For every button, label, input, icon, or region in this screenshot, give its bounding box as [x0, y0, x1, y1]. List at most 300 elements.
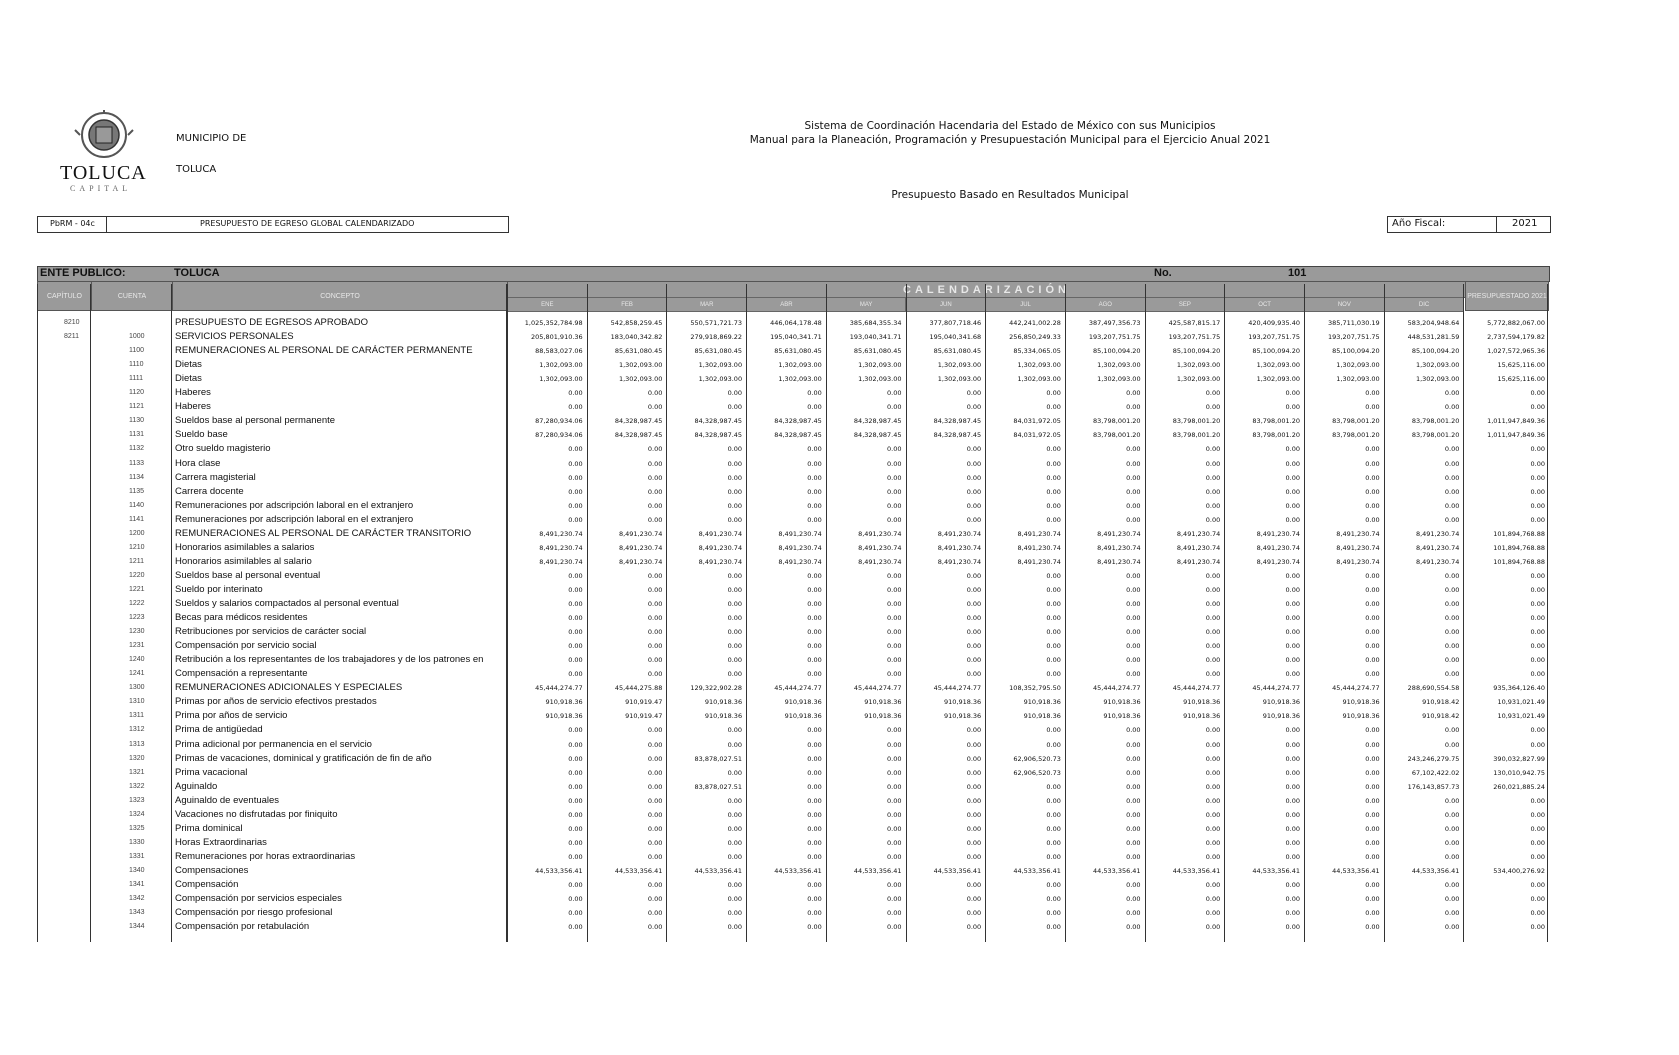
cell-feb: 8,491,230.74 [618, 557, 663, 566]
table-row [0, 485, 1679, 499]
cell-mar: 1,302,093.00 [698, 375, 743, 384]
cell-jun: 910,918.36 [943, 698, 982, 707]
table-row [0, 583, 1679, 597]
cell-ago: 0.00 [1126, 740, 1141, 749]
cell-ago: 0.00 [1126, 459, 1141, 468]
cell-sep: 85,100,094.20 [1172, 347, 1221, 356]
cell-jun: 0.00 [966, 585, 982, 594]
cell-ago: 0.00 [1126, 726, 1141, 735]
cell-ago: 0.00 [1126, 923, 1141, 932]
cell-cuenta: 1324 [129, 810, 145, 818]
cell-jun: 0.00 [966, 501, 982, 510]
cell-feb: 8,491,230.74 [618, 529, 663, 538]
cell-concepto: Honorarios asimilables a salarios [175, 541, 315, 553]
cell-nov: 0.00 [1365, 628, 1380, 637]
cell-ene: 0.00 [568, 895, 583, 904]
cell-total: 0.00 [1530, 670, 1545, 679]
cell-oct: 0.00 [1285, 487, 1300, 496]
table-row [0, 527, 1679, 541]
cell-total: 0.00 [1530, 600, 1545, 608]
cell-concepto: Sueldos y salarios compactados al personal eventual [175, 598, 399, 609]
cell-jul: 0.00 [1046, 824, 1061, 833]
cell-may: 84,328,987.45 [853, 431, 902, 440]
cell-feb: 0.00 [647, 473, 663, 482]
cell-jun: 0.00 [966, 824, 982, 833]
cell-dic: 0.00 [1444, 628, 1460, 637]
cell-jul: 0.00 [1046, 782, 1061, 791]
cell-dic: 0.00 [1444, 838, 1460, 847]
cell-dic: 85,100,094.20 [1411, 347, 1460, 356]
cell-cuenta: 1210 [129, 543, 145, 551]
cell-ene: 0.00 [568, 473, 583, 482]
cell-abr: 8,491,230.74 [778, 529, 822, 538]
municipio-label: MUNICIPIO DE [176, 133, 247, 144]
cell-feb: 0.00 [647, 810, 663, 819]
cell-feb: 0.00 [647, 824, 663, 833]
cell-sep: 0.00 [1205, 501, 1221, 510]
cell-total: 101,894,768.88 [1493, 543, 1545, 552]
cell-feb: 910,919.47 [625, 712, 663, 721]
cell-oct: 0.00 [1285, 642, 1300, 651]
cell-abr: 910,918.36 [784, 698, 822, 707]
cell-sep: 0.00 [1205, 487, 1221, 496]
cell-jun: 0.00 [966, 389, 982, 398]
cell-may: 0.00 [887, 881, 902, 889]
cell-oct: 0.00 [1285, 515, 1300, 524]
cell-ago: 45,444,274.77 [1093, 684, 1141, 693]
cell-feb: 1,302,093.00 [618, 375, 663, 384]
cell-dic: 0.00 [1444, 726, 1460, 735]
cell-jul: 84,031,972.05 [1013, 417, 1061, 426]
cell-nov: 0.00 [1365, 923, 1380, 932]
cell-mar: 0.00 [727, 881, 743, 889]
cell-jun: 0.00 [966, 628, 982, 637]
cell-dic: 0.00 [1444, 515, 1460, 524]
cell-jul: 0.00 [1046, 852, 1061, 861]
cell-abr: 0.00 [807, 628, 822, 637]
cell-total: 15,625,116.00 [1497, 375, 1545, 384]
cell-total: 935,364,126.40 [1493, 684, 1545, 693]
cell-abr: 0.00 [807, 445, 822, 454]
cell-jul: 0.00 [1046, 740, 1061, 749]
cell-oct: 0.00 [1285, 838, 1300, 847]
cell-concepto: Retribución a los representantes de los trabajadores y de los patrones en [175, 654, 484, 666]
table-row [0, 780, 1679, 794]
cell-ene: 0.00 [568, 852, 583, 861]
cell-nov: 0.00 [1365, 754, 1380, 763]
cell-oct: 8,491,230.74 [1256, 543, 1300, 552]
cell-total: 0.00 [1530, 389, 1545, 398]
cell-jul: 0.00 [1046, 473, 1061, 482]
cell-may: 0.00 [887, 642, 902, 651]
cell-sep: 0.00 [1205, 600, 1221, 608]
cell-cuenta: 1312 [129, 726, 145, 734]
cell-may: 45,444,274.77 [853, 684, 902, 693]
cell-sep: 0.00 [1205, 754, 1221, 763]
cell-nov: 0.00 [1365, 782, 1380, 791]
cell-jun: 0.00 [966, 740, 982, 749]
cell-mar: 0.00 [727, 585, 743, 594]
cell-total: 0.00 [1530, 909, 1545, 918]
cell-ene: 0.00 [568, 656, 583, 665]
cell-cuenta: 1322 [129, 782, 145, 790]
cell-oct: 8,491,230.74 [1256, 529, 1300, 538]
cell-cuenta: 1141 [129, 515, 145, 523]
cell-cuenta: 1343 [129, 909, 145, 917]
cell-may: 910,918.36 [864, 712, 902, 721]
cell-ene: 0.00 [568, 445, 583, 454]
cell-ene: 8,491,230.74 [539, 543, 583, 552]
cell-mar: 129,322,902.28 [690, 684, 743, 693]
cell-dic: 910,918.42 [1422, 712, 1460, 721]
cell-nov: 0.00 [1365, 403, 1380, 412]
table-row [0, 541, 1679, 555]
cell-jun: 0.00 [966, 881, 982, 889]
cell-total: 0.00 [1530, 881, 1545, 889]
table-row [0, 316, 1679, 330]
cell-jul: 0.00 [1046, 515, 1061, 524]
cell-abr: 0.00 [807, 852, 822, 861]
cell-jul: 62,906,520.73 [1013, 754, 1061, 763]
cell-oct: 83,798,001.20 [1252, 417, 1300, 426]
cell-abr: 0.00 [807, 656, 822, 665]
cell-jul: 0.00 [1046, 403, 1061, 412]
cell-total: 1,027,572,965.36 [1487, 347, 1545, 356]
cell-nov: 0.00 [1365, 810, 1380, 819]
table-row [0, 906, 1679, 920]
cell-cuenta: 1133 [129, 459, 145, 467]
cell-sep: 0.00 [1205, 923, 1221, 932]
cell-jul: 44,533,356.41 [1013, 866, 1061, 875]
cell-jun: 0.00 [966, 656, 982, 665]
cell-cuenta: 1221 [129, 585, 145, 593]
cell-ago: 0.00 [1126, 670, 1141, 679]
cell-cuenta: 1140 [129, 501, 145, 509]
cell-nov: 0.00 [1365, 895, 1380, 904]
cell-dic: 0.00 [1444, 445, 1460, 454]
table-row [0, 471, 1679, 485]
cell-feb: 0.00 [647, 487, 663, 496]
cell-ene: 0.00 [568, 838, 583, 847]
cell-dic: 0.00 [1444, 656, 1460, 665]
cell-abr: 0.00 [807, 740, 822, 749]
cell-nov: 0.00 [1365, 459, 1380, 468]
cell-nov: 0.00 [1365, 838, 1380, 847]
cell-ene: 87,280,934.06 [535, 417, 583, 426]
cell-jul: 1,302,093.00 [1017, 375, 1061, 384]
table-row [0, 569, 1679, 583]
cell-dic: 243,246,279.75 [1407, 754, 1460, 763]
cell-concepto: Aguinaldo [175, 780, 218, 792]
cell-ago: 0.00 [1126, 656, 1141, 665]
cell-mar: 0.00 [727, 852, 743, 861]
cell-dic: 0.00 [1444, 487, 1460, 496]
cell-concepto: Carrera docente [175, 485, 244, 497]
cell-nov: 0.00 [1365, 796, 1380, 805]
cell-oct: 910,918.36 [1262, 698, 1300, 707]
cell-sep: 45,444,274.77 [1172, 684, 1221, 693]
cell-abr: 84,328,987.45 [774, 431, 822, 440]
cell-ago: 910,918.36 [1103, 698, 1141, 707]
cell-concepto: Haberes [175, 401, 211, 413]
cell-total: 0.00 [1530, 487, 1545, 496]
cell-jul: 0.00 [1046, 642, 1061, 651]
cell-dic: 0.00 [1444, 642, 1460, 651]
cell-sep: 44,533,356.41 [1172, 866, 1221, 875]
cell-capitulo: 8211 [64, 333, 80, 341]
cell-abr: 0.00 [807, 909, 822, 918]
cell-jul: 0.00 [1046, 810, 1061, 819]
cell-may: 0.00 [887, 445, 902, 454]
cell-sep: 0.00 [1205, 445, 1221, 454]
cell-oct: 910,918.36 [1262, 712, 1300, 721]
cell-may: 0.00 [887, 585, 902, 594]
table-row [0, 386, 1679, 400]
cell-dic: 0.00 [1444, 403, 1460, 412]
cell-dic: 83,798,001.20 [1411, 417, 1460, 426]
cell-jul: 0.00 [1046, 445, 1061, 454]
cell-ene: 0.00 [568, 389, 583, 398]
cell-oct: 0.00 [1285, 881, 1300, 889]
cell-ago: 0.00 [1126, 810, 1141, 819]
cell-may: 0.00 [887, 782, 902, 791]
cell-abr: 8,491,230.74 [778, 543, 822, 552]
ente-value: TOLUCA [174, 267, 220, 279]
cell-jun: 0.00 [966, 403, 982, 412]
cell-oct: 0.00 [1285, 614, 1300, 623]
cell-sep: 0.00 [1205, 881, 1221, 889]
cell-ene: 0.00 [568, 600, 583, 608]
cell-may: 0.00 [887, 740, 902, 749]
cell-total: 0.00 [1530, 445, 1545, 454]
cell-feb: 0.00 [647, 881, 663, 889]
cell-mar: 0.00 [727, 726, 743, 735]
cell-ene: 0.00 [568, 768, 583, 777]
cell-ene: 910,918.36 [545, 698, 583, 707]
cell-dic: 44,533,356.41 [1411, 866, 1460, 875]
cell-concepto: Remuneraciones por horas extraordinarias [175, 850, 356, 862]
cell-dic: 448,531,281.59 [1407, 333, 1460, 342]
fiscal-box [1387, 216, 1551, 233]
table-row [0, 892, 1679, 906]
cell-may: 0.00 [887, 487, 902, 496]
cell-feb: 0.00 [647, 909, 663, 918]
form-code: PbRM - 04c [50, 219, 95, 228]
cell-oct: 0.00 [1285, 852, 1300, 861]
cell-mar: 0.00 [727, 459, 743, 468]
cell-dic: 0.00 [1444, 459, 1460, 468]
col-capitulo: CAPÍTULO [37, 281, 92, 311]
cell-cuenta: 1111 [129, 375, 144, 383]
cell-total: 2,737,594,179.82 [1487, 333, 1545, 342]
cell-ago: 0.00 [1126, 473, 1141, 482]
cell-feb: 84,328,987.45 [614, 431, 663, 440]
cell-dic: 583,204,948.64 [1407, 319, 1460, 327]
cell-jul: 910,918.36 [1023, 712, 1061, 721]
cell-jun: 0.00 [966, 895, 982, 904]
cell-jul: 0.00 [1046, 895, 1061, 904]
cell-may: 193,040,341.71 [849, 333, 902, 342]
cell-concepto: Otro sueldo magisterio [175, 443, 271, 455]
ente-label: ENTE PUBLICO: [40, 267, 126, 279]
cell-ene: 0.00 [568, 909, 583, 918]
cell-nov: 83,798,001.20 [1332, 417, 1380, 426]
col-calendarizacion: CALENDARIZACIÓN [507, 281, 1466, 298]
cell-jul: 0.00 [1046, 923, 1061, 932]
cell-ene: 44,533,356.41 [535, 866, 583, 875]
cell-mar: 0.00 [727, 768, 743, 777]
cell-nov: 0.00 [1365, 585, 1380, 594]
cell-mar: 0.00 [727, 515, 743, 524]
cell-oct: 0.00 [1285, 459, 1300, 468]
cell-concepto: Remuneraciones por adscripción laboral en el extranjero [175, 513, 414, 525]
cell-sep: 193,207,751.75 [1168, 333, 1221, 342]
cell-sep: 0.00 [1205, 642, 1221, 651]
cell-abr: 0.00 [807, 923, 822, 932]
cell-sep: 0.00 [1205, 614, 1221, 623]
month-header-abr: ABR [746, 297, 827, 312]
cell-concepto: REMUNERACIONES AL PERSONAL DE CARÁCTER TRANSITORIO [175, 527, 472, 539]
cell-feb: 0.00 [647, 726, 663, 735]
cell-jul: 910,918.36 [1023, 698, 1061, 707]
cell-concepto: Prima vacacional [175, 766, 248, 778]
cell-jul: 256,850,249.33 [1009, 333, 1061, 342]
cell-dic: 83,798,001.20 [1411, 431, 1460, 440]
cell-concepto: Aguinaldo de eventuales [175, 794, 280, 806]
cell-dic: 0.00 [1444, 909, 1460, 918]
cell-feb: 0.00 [647, 445, 663, 454]
cell-oct: 420,409,935.40 [1248, 319, 1300, 327]
table-row [0, 344, 1679, 358]
title-line3: Presupuesto Basado en Resultados Municipal [891, 189, 1129, 201]
cell-concepto: Honorarios asimilables al salario [175, 555, 312, 567]
cell-abr: 0.00 [807, 642, 822, 651]
cell-feb: 0.00 [647, 656, 663, 665]
cell-may: 0.00 [887, 852, 902, 861]
cell-ago: 0.00 [1126, 487, 1141, 496]
cell-jun: 0.00 [966, 614, 982, 623]
cell-ago: 0.00 [1126, 445, 1141, 454]
cell-sep: 0.00 [1205, 571, 1221, 580]
ente-banner [37, 266, 1550, 282]
cell-oct: 0.00 [1285, 754, 1300, 763]
cell-jul: 0.00 [1046, 600, 1061, 608]
table-row [0, 695, 1679, 709]
cell-dic: 0.00 [1444, 670, 1460, 679]
cell-feb: 0.00 [647, 796, 663, 805]
table-row [0, 822, 1679, 836]
cell-abr: 0.00 [807, 895, 822, 904]
table-row [0, 400, 1679, 414]
cell-feb: 183,040,342.82 [610, 333, 663, 342]
cell-jul: 8,491,230.74 [1017, 529, 1061, 538]
table-row [0, 499, 1679, 513]
cell-total: 15,625,116.00 [1497, 361, 1545, 370]
cell-ago: 910,918.36 [1103, 712, 1141, 721]
cell-may: 85,631,080.45 [853, 347, 902, 356]
cell-ago: 0.00 [1126, 852, 1141, 861]
cell-dic: 0.00 [1444, 473, 1460, 482]
cell-mar: 0.00 [727, 445, 743, 454]
cell-total: 10,931,021.49 [1497, 712, 1545, 721]
cell-total: 0.00 [1530, 852, 1545, 861]
cell-ago: 83,798,001.20 [1093, 431, 1141, 440]
cell-dic: 288,690,554.58 [1407, 684, 1460, 693]
cell-mar: 0.00 [727, 838, 743, 847]
cell-cuenta: 1310 [129, 698, 145, 706]
cell-jul: 0.00 [1046, 881, 1061, 889]
cell-jun: 0.00 [966, 600, 982, 608]
cell-oct: 0.00 [1285, 782, 1300, 791]
cell-total: 0.00 [1530, 740, 1545, 749]
col-concepto: CONCEPTO [172, 281, 508, 311]
cell-jul: 8,491,230.74 [1017, 557, 1061, 566]
cell-nov: 0.00 [1365, 487, 1380, 496]
cell-dic: 176,143,857.73 [1407, 782, 1460, 791]
table-row [0, 611, 1679, 625]
cell-mar: 8,491,230.74 [698, 557, 743, 566]
cell-dic: 8,491,230.74 [1415, 557, 1460, 566]
cell-oct: 0.00 [1285, 571, 1300, 580]
cell-jul: 0.00 [1046, 459, 1061, 468]
cell-jun: 1,302,093.00 [937, 361, 982, 370]
cell-sep: 0.00 [1205, 670, 1221, 679]
cell-nov: 0.00 [1365, 881, 1380, 889]
cell-may: 8,491,230.74 [858, 529, 902, 538]
cell-may: 0.00 [887, 403, 902, 412]
cell-cuenta: 1130 [129, 417, 145, 425]
cell-feb: 0.00 [647, 600, 663, 608]
cell-cuenta: 1311 [129, 712, 145, 720]
table-row [0, 555, 1679, 569]
cell-nov: 0.00 [1365, 389, 1380, 398]
table-row [0, 864, 1679, 878]
table-row [0, 442, 1679, 456]
logo-sub: CAPITAL [70, 184, 132, 193]
cell-feb: 0.00 [647, 585, 663, 594]
cell-dic: 0.00 [1444, 824, 1460, 833]
cell-jul: 0.00 [1046, 909, 1061, 918]
cell-concepto: Sueldos base al personal eventual [175, 569, 321, 581]
cell-cuenta: 1331 [129, 852, 145, 860]
cell-concepto: Dietas [175, 373, 202, 385]
cell-oct: 0.00 [1285, 585, 1300, 594]
cell-dic: 67,102,422.02 [1411, 768, 1460, 777]
cell-ago: 387,497,356.73 [1088, 319, 1141, 327]
cell-cuenta: 1340 [129, 866, 145, 874]
cell-jun: 910,918.36 [943, 712, 982, 721]
cell-ene: 1,302,093.00 [539, 361, 583, 370]
cell-dic: 0.00 [1444, 600, 1460, 608]
cell-concepto: Prima de antigüedad [175, 724, 263, 736]
cell-oct: 0.00 [1285, 824, 1300, 833]
cell-jul: 0.00 [1046, 389, 1061, 398]
cell-jul: 0.00 [1046, 796, 1061, 805]
cell-jun: 0.00 [966, 810, 982, 819]
cell-total: 1,011,947,849.36 [1487, 431, 1545, 440]
cell-abr: 0.00 [807, 515, 822, 524]
cell-sep: 0.00 [1205, 909, 1221, 918]
cell-abr: 195,040,341.71 [770, 333, 822, 342]
cell-ene: 0.00 [568, 740, 583, 749]
cell-may: 0.00 [887, 824, 902, 833]
table-row [0, 723, 1679, 737]
month-header-ene: ENE [507, 297, 588, 312]
cell-ene: 0.00 [568, 796, 583, 805]
cell-concepto: Compensación por retabulación [175, 921, 310, 933]
table-row [0, 766, 1679, 780]
cell-ago: 0.00 [1126, 909, 1141, 918]
